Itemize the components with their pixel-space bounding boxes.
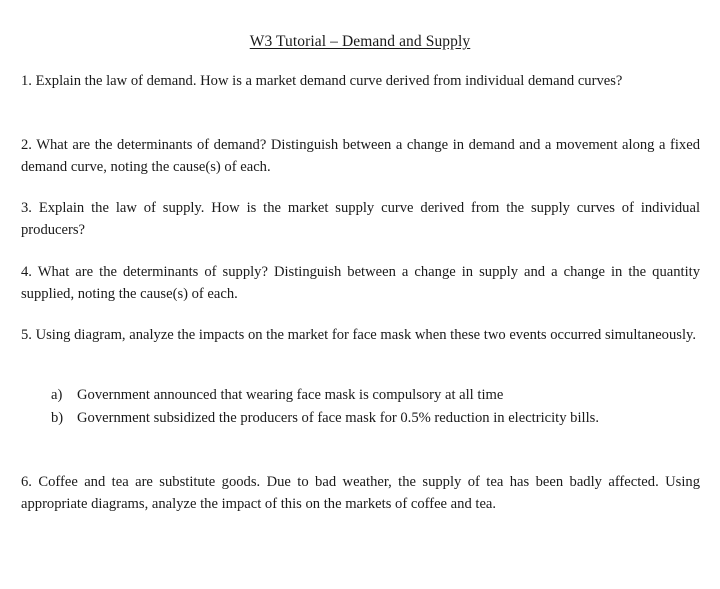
item-label: b) (51, 410, 64, 426)
question-2: 2. What are the determinants of demand? Distinguish between a change in demand and a movement along a fixed demand curve, noting the cause(s) of each. (21, 137, 700, 175)
item-label: a) (51, 387, 63, 403)
item-text: Government subsidized the producers of face mask for 0.5% reduction in electricity bills. (77, 410, 599, 426)
item-text: Government announced that wearing face mask is compulsory at all time (77, 387, 504, 403)
question-5: 5. Using diagram, analyze the impacts on the market for face mask when these two events occurred simultaneously. (21, 327, 697, 343)
question-3: 3. Explain the law of supply. How is the market supply curve derived from the supply curves of individual producers? (21, 200, 700, 238)
question-5-item-a (51, 384, 701, 406)
question-6: 6. Coffee and tea are substitute goods. Due to bad weather, the supply of tea has been badly affected. Using appropriate diagrams, analyze the impact of this on the markets of coffee and tea. (21, 474, 700, 512)
document-title: W3 Tutorial – Demand and Supply (249, 33, 471, 50)
question-5-item-b (51, 407, 701, 429)
question-4: 4. What are the determinants of supply? Distinguish between a change in supply and a change in the quantity supplied, noting the cause(s) of each. (21, 264, 700, 302)
question-1: 1. Explain the law of demand. How is a market demand curve derived from individual demand curves? (21, 73, 623, 89)
